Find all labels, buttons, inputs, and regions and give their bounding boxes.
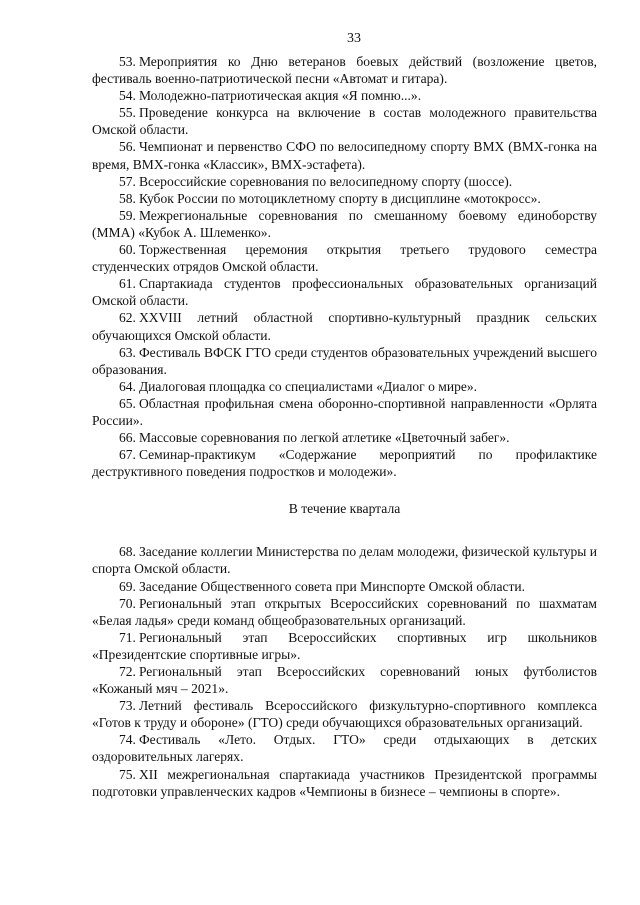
item-text: Диалоговая площадка со специалистами «Диалог о мире». bbox=[138, 378, 478, 394]
list-item bbox=[92, 138, 597, 172]
list-item bbox=[92, 87, 597, 104]
items-list-before bbox=[92, 53, 597, 480]
item-number: 63. bbox=[119, 344, 136, 360]
list-item bbox=[92, 395, 597, 429]
page-number: 33 bbox=[347, 31, 361, 46]
item-number: 69. bbox=[119, 578, 136, 594]
list-item bbox=[92, 595, 597, 629]
item-text: Фестиваль ВФСК ГТО среди студентов образовательных учреждений высшего образования. bbox=[92, 344, 597, 377]
item-number: 55. bbox=[119, 105, 136, 121]
item-text: Летний фестиваль Всероссийского физкультурно-спортивного комплекса «Готов к труду и обороне» (ГТО) среди обучающихся образовательных организаций. bbox=[92, 698, 597, 731]
item-number: 72. bbox=[119, 664, 136, 679]
list-item bbox=[92, 53, 597, 87]
list-item bbox=[92, 543, 597, 577]
item-text: Заседание коллегии Министерства по делам молодежи, физической культуры и спорта Омской области. bbox=[92, 544, 597, 577]
item-number: 75. bbox=[119, 766, 136, 782]
item-text: Межрегиональные соревнования по смешанному боевому единоборству (ММА) «Кубок А. Шлеменко». bbox=[92, 207, 597, 240]
item-text: Региональный этап Всероссийских спортивных игр школьников «Президентские спортивные игры». bbox=[92, 629, 597, 662]
item-text: Спартакиада студентов профессиональных образовательных организаций Омской области. bbox=[92, 276, 597, 309]
item-number: 57. bbox=[119, 173, 136, 189]
item-text: Торжественная церемония открытия третьего трудового семестра студенческих отрядов Омской области. bbox=[92, 242, 597, 275]
section-heading: В течение квартала bbox=[288, 501, 401, 517]
item-text: Молодежно-патриотическая акция «Я помню...». bbox=[138, 88, 422, 104]
list-item bbox=[92, 378, 597, 395]
item-text: Проведение конкурса на включение в состав молодежного правительства Омской области. bbox=[92, 105, 597, 138]
item-text: Региональный этап открытых Всероссийских соревнований по шахматам «Белая ладья» среди команд общеобразовательных организаций. bbox=[92, 595, 597, 628]
item-number: 64. bbox=[119, 378, 136, 394]
item-number: 58. bbox=[119, 190, 136, 206]
item-number: 71. bbox=[119, 629, 136, 645]
item-text: Областная профильная смена оборонно-спортивной направленности «Орлята России». bbox=[92, 395, 597, 428]
item-text: Чемпионат и первенство СФО по велосипедному спорту ВМХ (ВМХ-гонка на время, ВМХ-гонка «Классик», ВМХ-эстафета). bbox=[92, 139, 597, 172]
item-number: 60. bbox=[119, 242, 136, 258]
list-item bbox=[92, 766, 597, 800]
item-text: XXVIII летний областной спортивно-культурный праздник сельских обучающихся Омской области. bbox=[92, 310, 597, 343]
item-number: 65. bbox=[119, 395, 136, 411]
list-item bbox=[92, 629, 597, 663]
list-item bbox=[92, 697, 597, 731]
item-text: Фестиваль «Лето. Отдых. ГТО» среди отдыхающих в детских оздоровительных лагерях. bbox=[92, 732, 597, 765]
item-text: Мероприятия ко Дню ветеранов боевых действий (возложение цветов, фестиваль военно-патриотической песни «Автомат и гитара). bbox=[92, 54, 597, 87]
list-item bbox=[92, 207, 597, 241]
list-item bbox=[92, 104, 597, 138]
item-number: 66. bbox=[119, 430, 136, 446]
item-text: Семинар-практикум «Содержание мероприятий по профилактике деструктивного поведения подростков и молодежи». bbox=[92, 447, 597, 480]
items-list-after bbox=[92, 543, 597, 799]
list-item bbox=[92, 190, 597, 207]
item-number: 61. bbox=[119, 276, 136, 292]
item-number: 59. bbox=[119, 207, 136, 223]
item-number: 73. bbox=[119, 698, 136, 714]
item-number: 54. bbox=[119, 88, 136, 104]
list-item bbox=[92, 578, 597, 595]
item-number: 53. bbox=[119, 54, 136, 69]
list-item bbox=[92, 275, 597, 309]
item-text: Региональный этап Всероссийских соревнований юных футболистов «Кожаный мяч – 2021». bbox=[92, 664, 597, 697]
list-item bbox=[92, 344, 597, 378]
list-item bbox=[92, 663, 597, 697]
item-text: Заседание Общественного совета при Минспорте Омской области. bbox=[138, 578, 526, 594]
item-number: 56. bbox=[119, 139, 136, 155]
item-number: 67. bbox=[119, 447, 136, 463]
list-item bbox=[92, 731, 597, 765]
list-item bbox=[92, 173, 597, 190]
item-number: 70. bbox=[119, 595, 136, 611]
item-number: 74. bbox=[119, 732, 136, 748]
list-item bbox=[92, 429, 597, 446]
list-item bbox=[92, 241, 597, 275]
list-item bbox=[92, 446, 597, 480]
item-text: Всероссийские соревнования по велосипедному спорту (шоссе). bbox=[138, 173, 513, 189]
item-text: Кубок России по мотоциклетному спорту в дисциплине «мотокросс». bbox=[138, 190, 541, 206]
item-number: 68. bbox=[119, 544, 136, 560]
item-text: Массовые соревнования по легкой атлетике «Цветочный забег». bbox=[138, 430, 510, 446]
item-number: 62. bbox=[119, 310, 136, 326]
list-item bbox=[92, 309, 597, 343]
item-text: XII межрегиональная спартакиада участников Президентской программы подготовки управленческих кадров «Чемпионы в бизнесе – чемпионы в спорте». bbox=[92, 766, 597, 799]
